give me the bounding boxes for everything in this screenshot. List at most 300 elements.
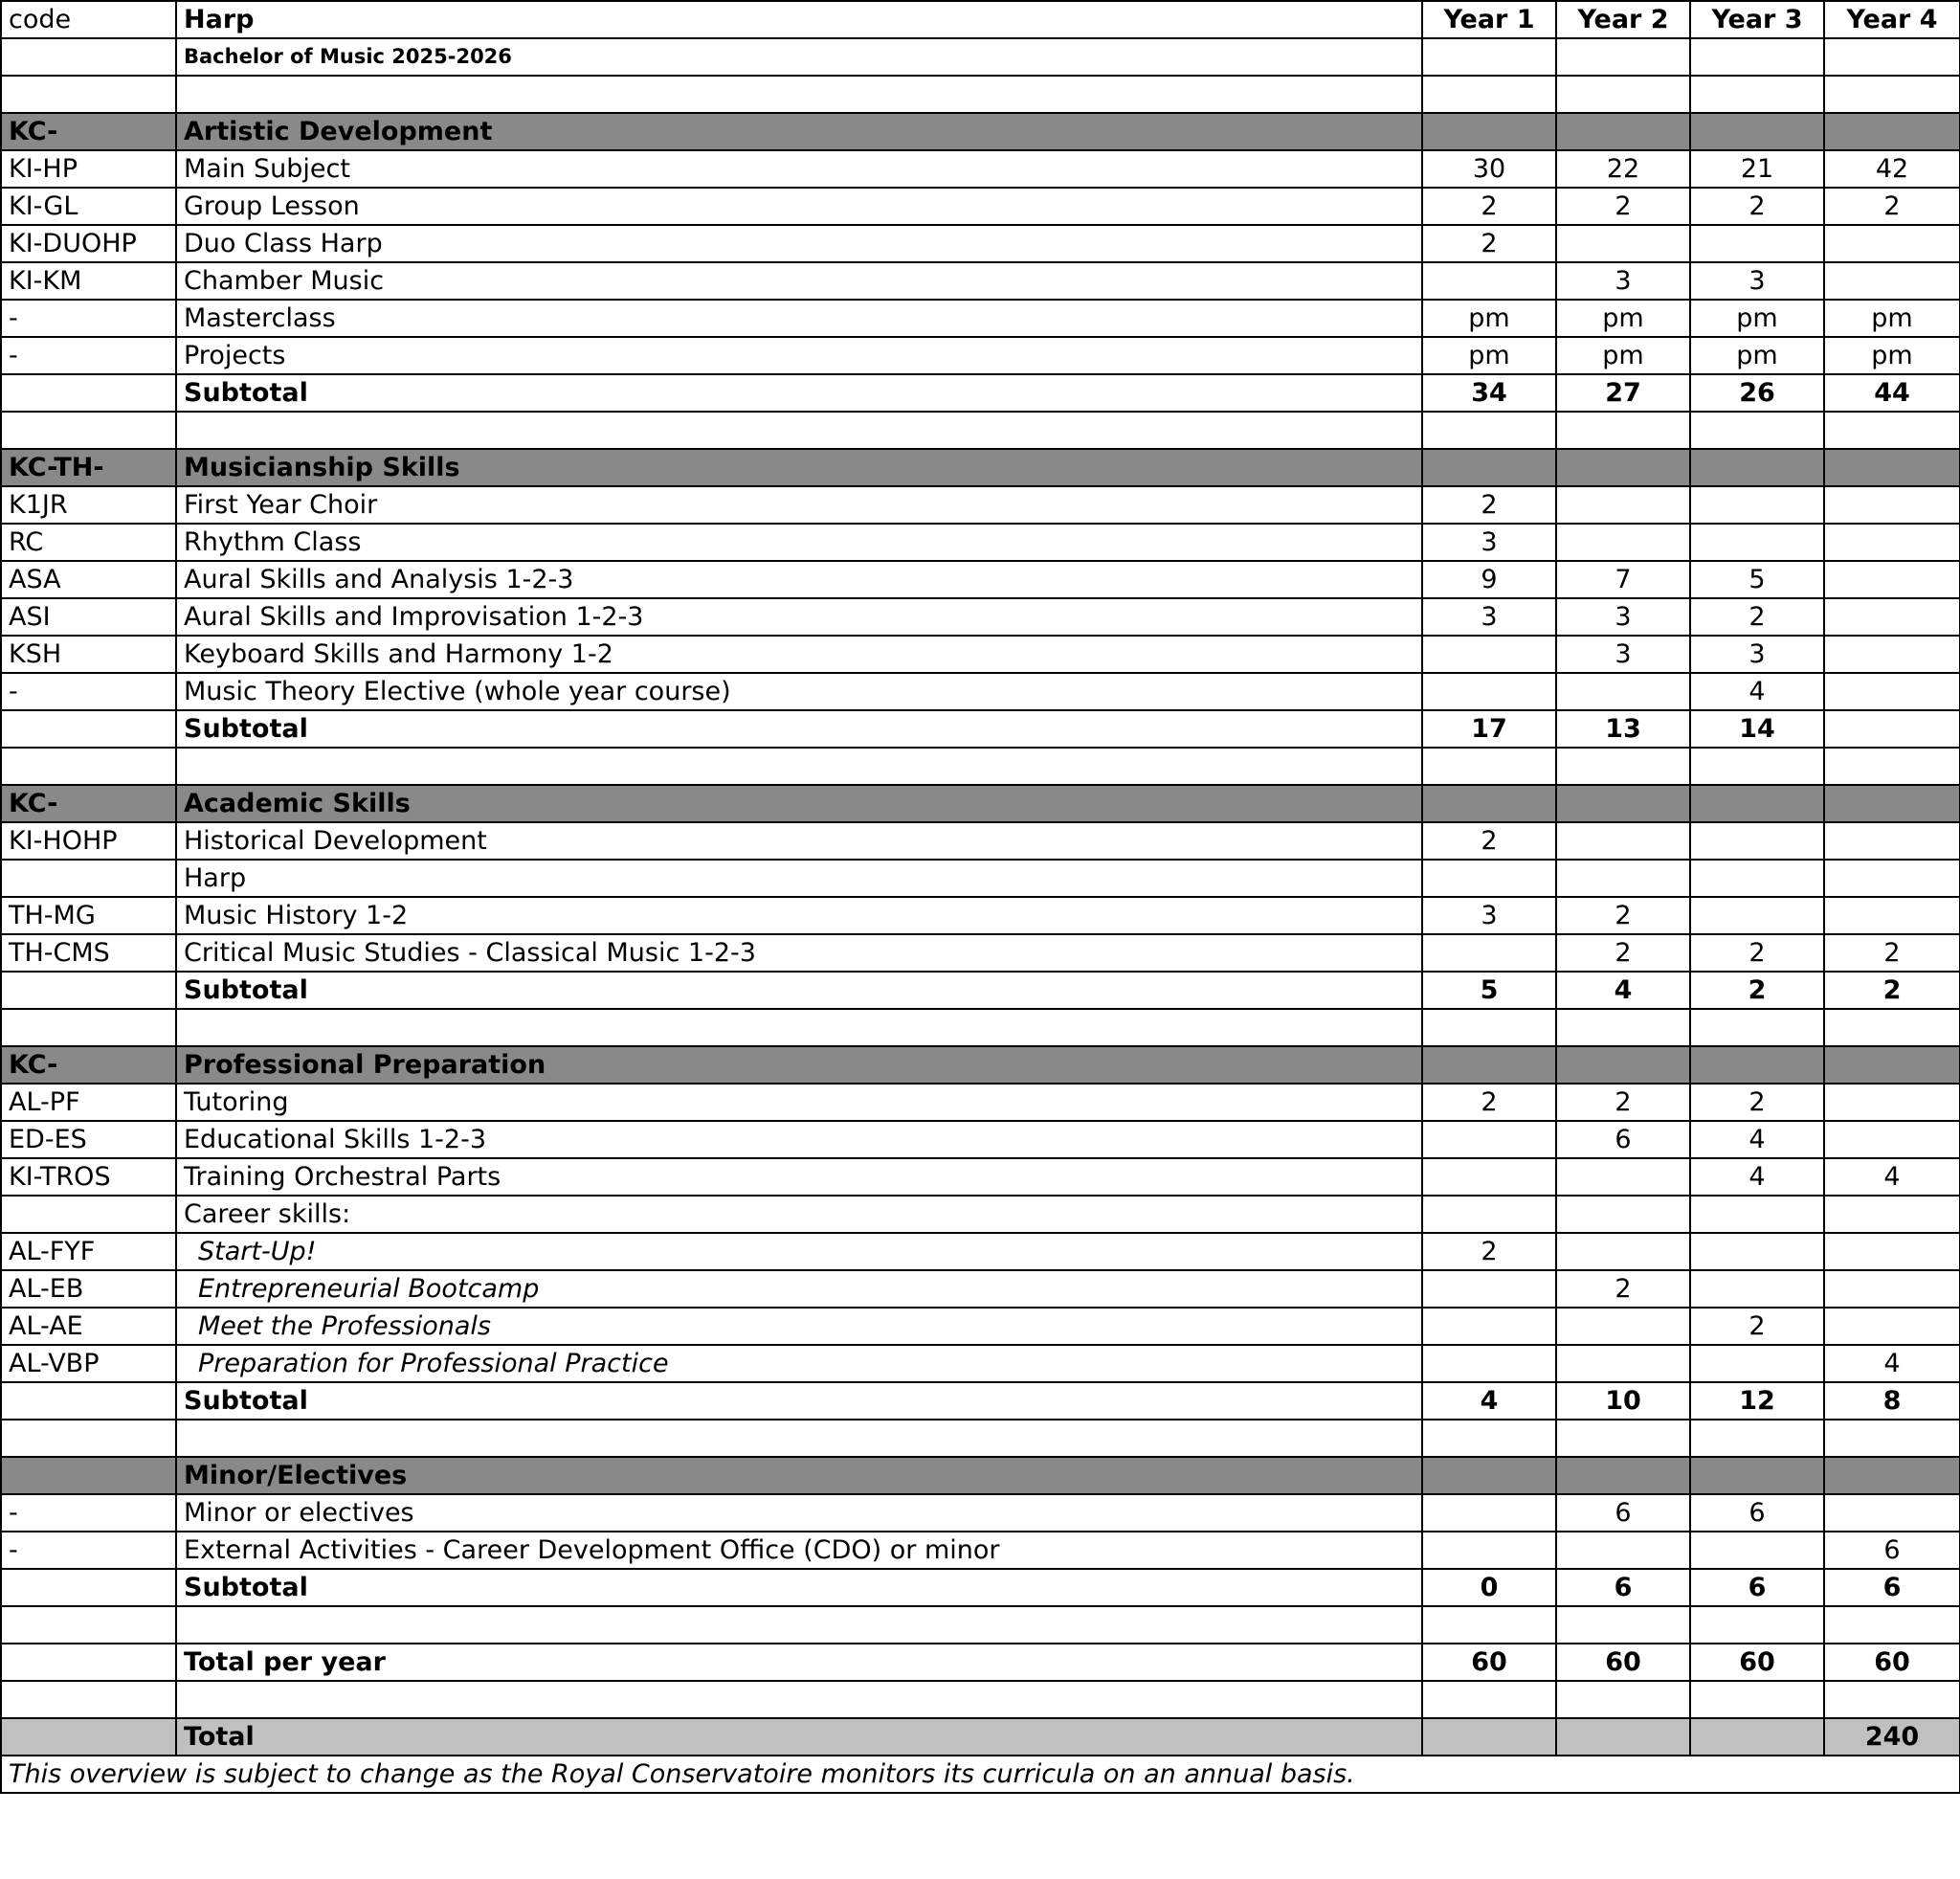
year-2-header: Year 2 <box>1556 1 1690 38</box>
year-4-value: 6 <box>1824 1532 1960 1569</box>
course-name: Chamber Music <box>176 262 1422 300</box>
course-name: External Activities - Career Development Office (CDO) or minor <box>176 1532 1422 1569</box>
year-2-value: 6 <box>1556 1494 1690 1532</box>
course-name: Educational Skills 1-2-3 <box>176 1121 1422 1158</box>
empty-cell <box>1422 1457 1556 1494</box>
year-4-value: 4 <box>1824 1345 1960 1382</box>
year-3-value: 26 <box>1690 374 1824 412</box>
year-4-value <box>1824 822 1960 860</box>
year-1-value <box>1422 1494 1556 1532</box>
year-3-value <box>1690 1532 1824 1569</box>
table-row <box>1 1196 1960 1233</box>
year-3-value: 2 <box>1690 1308 1824 1345</box>
empty-cell <box>1690 1420 1824 1457</box>
table-row <box>1 1121 1960 1158</box>
course-code: - <box>1 673 176 710</box>
year-3-value: 21 <box>1690 150 1824 188</box>
empty-cell <box>1 1009 176 1046</box>
year-4-value <box>1824 561 1960 598</box>
table-row <box>1 673 1960 710</box>
course-name: Minor or electives <box>176 1494 1422 1532</box>
year-2-value: 2 <box>1556 1084 1690 1121</box>
year-4-value: 44 <box>1824 374 1960 412</box>
course-code: TH-CMS <box>1 934 176 972</box>
table-row <box>1 188 1960 225</box>
year-1-value: 3 <box>1422 524 1556 561</box>
table-row <box>1 636 1960 673</box>
empty-cell <box>1690 748 1824 785</box>
year-2-value <box>1556 1158 1690 1196</box>
spacer-row <box>1 1009 1960 1046</box>
year-4-value: 4 <box>1824 1158 1960 1196</box>
course-code: AL-EB <box>1 1270 176 1308</box>
course-code: KI-DUOHP <box>1 225 176 262</box>
subtotal-label: Subtotal <box>176 710 1422 748</box>
empty-cell <box>1 710 176 748</box>
year-2-value: 6 <box>1556 1121 1690 1158</box>
program-title: Harp <box>176 1 1422 38</box>
table-row <box>1 1233 1960 1270</box>
section-title: Academic Skills <box>176 785 1422 822</box>
empty-cell <box>1690 1046 1824 1084</box>
course-code: ED-ES <box>1 1121 176 1158</box>
empty-cell <box>1824 1046 1960 1084</box>
year-3-value: 2 <box>1690 1084 1824 1121</box>
year-1-value: 2 <box>1422 225 1556 262</box>
course-code: AL-AE <box>1 1308 176 1345</box>
year-1-header: Year 1 <box>1422 1 1556 38</box>
empty-cell <box>1422 1681 1556 1718</box>
year-3-value <box>1690 1196 1824 1233</box>
table-row <box>1 524 1960 561</box>
table-row <box>1 225 1960 262</box>
empty-cell <box>1690 1457 1824 1494</box>
year-1-value <box>1422 636 1556 673</box>
empty-cell <box>1556 1718 1690 1756</box>
year-1-value: 2 <box>1422 822 1556 860</box>
course-code: - <box>1 1532 176 1569</box>
year-3-header: Year 3 <box>1690 1 1824 38</box>
section-title: Musicianship Skills <box>176 449 1422 486</box>
year-4-value <box>1824 636 1960 673</box>
year-2-value: 4 <box>1556 972 1690 1009</box>
table-row <box>1 1270 1960 1308</box>
year-3-value <box>1690 897 1824 934</box>
year-2-value: 2 <box>1556 188 1690 225</box>
year-2-value <box>1556 1308 1690 1345</box>
year-4-value: 42 <box>1824 150 1960 188</box>
table-row <box>1 1084 1960 1121</box>
empty-cell <box>1 1644 176 1681</box>
empty-cell <box>1824 113 1960 150</box>
empty-cell <box>1824 1606 1960 1644</box>
year-4-value <box>1824 860 1960 897</box>
year-4-value: 60 <box>1824 1644 1960 1681</box>
year-3-value <box>1690 1233 1824 1270</box>
table-row <box>1 337 1960 374</box>
curriculum-body <box>1 1 1960 1793</box>
subtotal-label: Subtotal <box>176 1569 1422 1606</box>
section-header-row <box>1 449 1960 486</box>
course-code: K1JR <box>1 486 176 524</box>
section-title: Professional Preparation <box>176 1046 1422 1084</box>
year-4-value: 6 <box>1824 1569 1960 1606</box>
table-row <box>1 1494 1960 1532</box>
year-4-value: pm <box>1824 300 1960 337</box>
year-3-value: 4 <box>1690 1158 1824 1196</box>
section-code: KC- <box>1 1046 176 1084</box>
year-1-value <box>1422 1308 1556 1345</box>
year-4-value <box>1824 1308 1960 1345</box>
year-3-value: 12 <box>1690 1382 1824 1420</box>
section-code: KC- <box>1 785 176 822</box>
year-2-value <box>1556 822 1690 860</box>
course-name: Critical Music Studies - Classical Music 1-2-3 <box>176 934 1422 972</box>
year-4-value <box>1824 710 1960 748</box>
footnote: This overview is subject to change as the Royal Conservatoire monitors its curricula on an annual basis. <box>1 1756 1960 1793</box>
subtotal-row <box>1 374 1960 412</box>
spacer-row <box>1 412 1960 449</box>
year-2-value: 22 <box>1556 150 1690 188</box>
empty-cell <box>1824 38 1960 76</box>
empty-cell <box>1556 785 1690 822</box>
year-2-value <box>1556 1233 1690 1270</box>
empty-cell <box>1690 785 1824 822</box>
year-3-value <box>1690 486 1824 524</box>
empty-cell <box>1824 1420 1960 1457</box>
year-4-value <box>1824 225 1960 262</box>
empty-cell <box>1556 38 1690 76</box>
year-1-value <box>1422 673 1556 710</box>
empty-cell <box>1 1606 176 1644</box>
course-code: - <box>1 1494 176 1532</box>
empty-cell <box>1556 1457 1690 1494</box>
empty-cell <box>1824 412 1960 449</box>
course-code: RC <box>1 524 176 561</box>
year-2-value: 27 <box>1556 374 1690 412</box>
year-4-value: 2 <box>1824 934 1960 972</box>
year-1-value: 30 <box>1422 150 1556 188</box>
course-name: Rhythm Class <box>176 524 1422 561</box>
year-2-value <box>1556 1196 1690 1233</box>
course-name: Aural Skills and Analysis 1-2-3 <box>176 561 1422 598</box>
year-3-value: 2 <box>1690 598 1824 636</box>
year-3-value: 4 <box>1690 673 1824 710</box>
course-name: Aural Skills and Improvisation 1-2-3 <box>176 598 1422 636</box>
course-name: Music History 1-2 <box>176 897 1422 934</box>
empty-cell <box>1690 113 1824 150</box>
year-1-value: 60 <box>1422 1644 1556 1681</box>
year-2-value: 7 <box>1556 561 1690 598</box>
spacer-row <box>1 76 1960 113</box>
year-2-value: 10 <box>1556 1382 1690 1420</box>
empty-cell <box>1 972 176 1009</box>
table-row <box>1 486 1960 524</box>
year-4-value <box>1824 262 1960 300</box>
year-4-value <box>1824 897 1960 934</box>
year-3-value <box>1690 524 1824 561</box>
table-row <box>1 150 1960 188</box>
year-2-value: 2 <box>1556 1270 1690 1308</box>
table-row <box>1 1532 1960 1569</box>
year-3-value <box>1690 1270 1824 1308</box>
empty-cell <box>1824 76 1960 113</box>
course-code: KI-GL <box>1 188 176 225</box>
empty-cell <box>1422 1009 1556 1046</box>
year-4-value <box>1824 1196 1960 1233</box>
spacer-row <box>1 748 1960 785</box>
year-2-value <box>1556 486 1690 524</box>
table-row <box>1 300 1960 337</box>
empty-cell <box>1690 1681 1824 1718</box>
year-4-value: 2 <box>1824 188 1960 225</box>
empty-cell <box>176 76 1422 113</box>
subtitle-row <box>1 38 1960 76</box>
year-1-value: 2 <box>1422 188 1556 225</box>
year-4-value <box>1824 673 1960 710</box>
total-row <box>1 1718 1960 1756</box>
course-name: Projects <box>176 337 1422 374</box>
year-4-value <box>1824 1121 1960 1158</box>
year-3-value <box>1690 860 1824 897</box>
course-code: KI-TROS <box>1 1158 176 1196</box>
course-code: TH-MG <box>1 897 176 934</box>
course-code: KSH <box>1 636 176 673</box>
empty-cell <box>1556 412 1690 449</box>
year-1-value: 9 <box>1422 561 1556 598</box>
year-3-value: 3 <box>1690 262 1824 300</box>
year-1-value <box>1422 860 1556 897</box>
section-header-row <box>1 1457 1960 1494</box>
year-4-value <box>1824 1494 1960 1532</box>
empty-cell <box>1556 76 1690 113</box>
course-name: Duo Class Harp <box>176 225 1422 262</box>
section-header-row <box>1 785 1960 822</box>
empty-cell <box>1422 113 1556 150</box>
total-per-year-row <box>1 1644 1960 1681</box>
empty-cell <box>176 1606 1422 1644</box>
empty-cell <box>1556 449 1690 486</box>
empty-cell <box>1556 1606 1690 1644</box>
course-code: - <box>1 337 176 374</box>
subtotal-row <box>1 1569 1960 1606</box>
year-2-value: 3 <box>1556 598 1690 636</box>
year-3-value: pm <box>1690 300 1824 337</box>
course-code: AL-VBP <box>1 1345 176 1382</box>
course-name: Main Subject <box>176 150 1422 188</box>
year-3-value: 5 <box>1690 561 1824 598</box>
empty-cell <box>1690 1606 1824 1644</box>
year-2-value <box>1556 524 1690 561</box>
year-2-value: 13 <box>1556 710 1690 748</box>
empty-cell <box>1 374 176 412</box>
year-3-value: 3 <box>1690 636 1824 673</box>
year-2-value: 60 <box>1556 1644 1690 1681</box>
year-4-value <box>1824 598 1960 636</box>
empty-cell <box>1422 1420 1556 1457</box>
empty-cell <box>176 1420 1422 1457</box>
year-1-value: pm <box>1422 337 1556 374</box>
subtotal-label: Subtotal <box>176 374 1422 412</box>
section-header-row <box>1 113 1960 150</box>
spacer-row <box>1 1681 1960 1718</box>
table-row <box>1 822 1960 860</box>
year-1-value: 4 <box>1422 1382 1556 1420</box>
year-1-value <box>1422 1121 1556 1158</box>
empty-cell <box>1422 449 1556 486</box>
year-3-value <box>1690 1345 1824 1382</box>
year-2-value: 3 <box>1556 636 1690 673</box>
spacer-row <box>1 1420 1960 1457</box>
course-name: Entrepreneurial Bootcamp <box>176 1270 1422 1308</box>
course-name: Tutoring <box>176 1084 1422 1121</box>
year-3-value: 4 <box>1690 1121 1824 1158</box>
subtotal-label: Subtotal <box>176 972 1422 1009</box>
section-code: KC-TH- <box>1 449 176 486</box>
year-2-value <box>1556 860 1690 897</box>
empty-cell <box>1 1569 176 1606</box>
empty-cell <box>1824 748 1960 785</box>
course-code: - <box>1 300 176 337</box>
empty-cell <box>176 748 1422 785</box>
empty-cell <box>1422 785 1556 822</box>
year-1-value <box>1422 1196 1556 1233</box>
year-2-value <box>1556 673 1690 710</box>
year-1-value: 3 <box>1422 897 1556 934</box>
program-subtitle: Bachelor of Music 2025-2026 <box>176 38 1422 76</box>
empty-cell <box>176 1681 1422 1718</box>
course-name: Training Orchestral Parts <box>176 1158 1422 1196</box>
section-header-row <box>1 1046 1960 1084</box>
table-row <box>1 1158 1960 1196</box>
year-1-value: 34 <box>1422 374 1556 412</box>
course-name: Group Lesson <box>176 188 1422 225</box>
course-code: KI-HOHP <box>1 822 176 860</box>
empty-cell <box>1422 76 1556 113</box>
empty-cell <box>1824 449 1960 486</box>
section-title: Artistic Development <box>176 113 1422 150</box>
table-row <box>1 897 1960 934</box>
year-4-value <box>1824 1084 1960 1121</box>
empty-cell <box>1690 1718 1824 1756</box>
year-1-value <box>1422 1345 1556 1382</box>
empty-cell <box>1 1718 176 1756</box>
year-3-value: 6 <box>1690 1494 1824 1532</box>
empty-cell <box>1556 113 1690 150</box>
empty-cell <box>1 1681 176 1718</box>
empty-cell <box>176 412 1422 449</box>
course-code: AL-PF <box>1 1084 176 1121</box>
year-1-value: pm <box>1422 300 1556 337</box>
year-4-value <box>1824 486 1960 524</box>
empty-cell <box>1556 1046 1690 1084</box>
table-row <box>1 561 1960 598</box>
year-4-header: Year 4 <box>1824 1 1960 38</box>
empty-cell <box>1422 38 1556 76</box>
empty-cell <box>1 76 176 113</box>
section-title: Minor/Electives <box>176 1457 1422 1494</box>
empty-cell <box>1690 76 1824 113</box>
year-3-value <box>1690 822 1824 860</box>
empty-cell <box>1690 38 1824 76</box>
empty-cell <box>1556 748 1690 785</box>
empty-cell <box>1422 412 1556 449</box>
course-name: Preparation for Professional Practice <box>176 1345 1422 1382</box>
year-1-value: 3 <box>1422 598 1556 636</box>
table-row <box>1 1308 1960 1345</box>
empty-cell <box>1556 1681 1690 1718</box>
year-4-value <box>1824 1270 1960 1308</box>
year-2-value: pm <box>1556 300 1690 337</box>
year-2-value: 3 <box>1556 262 1690 300</box>
course-name: Harp <box>176 860 1422 897</box>
empty-cell <box>1690 449 1824 486</box>
course-name: Music Theory Elective (whole year course) <box>176 673 1422 710</box>
year-1-value <box>1422 1158 1556 1196</box>
course-name: Meet the Professionals <box>176 1308 1422 1345</box>
empty-cell <box>1422 1046 1556 1084</box>
course-name: Masterclass <box>176 300 1422 337</box>
empty-cell <box>1422 1606 1556 1644</box>
empty-cell <box>1824 1457 1960 1494</box>
year-4-value <box>1824 1233 1960 1270</box>
year-2-value: 2 <box>1556 934 1690 972</box>
empty-cell <box>1690 1009 1824 1046</box>
course-name: Career skills: <box>176 1196 1422 1233</box>
section-code <box>1 1457 176 1494</box>
course-code: ASA <box>1 561 176 598</box>
empty-cell <box>1 1382 176 1420</box>
course-code: ASI <box>1 598 176 636</box>
year-1-value: 17 <box>1422 710 1556 748</box>
year-1-value: 5 <box>1422 972 1556 1009</box>
subtotal-label: Subtotal <box>176 1382 1422 1420</box>
year-4-value: 2 <box>1824 972 1960 1009</box>
year-1-value: 2 <box>1422 1084 1556 1121</box>
year-3-value: 14 <box>1690 710 1824 748</box>
year-2-value <box>1556 225 1690 262</box>
course-code: KI-KM <box>1 262 176 300</box>
year-2-value <box>1556 1532 1690 1569</box>
total-label: Total <box>176 1718 1422 1756</box>
empty-cell <box>1422 1718 1556 1756</box>
year-3-value: 2 <box>1690 934 1824 972</box>
table-row <box>1 1345 1960 1382</box>
spacer-row <box>1 1606 1960 1644</box>
year-3-value: 60 <box>1690 1644 1824 1681</box>
year-1-value: 2 <box>1422 486 1556 524</box>
empty-cell <box>1 748 176 785</box>
year-3-value <box>1690 225 1824 262</box>
empty-cell <box>1422 748 1556 785</box>
table-row <box>1 262 1960 300</box>
year-2-value <box>1556 1345 1690 1382</box>
year-2-value: 2 <box>1556 897 1690 934</box>
year-3-value: 2 <box>1690 188 1824 225</box>
empty-cell <box>1 412 176 449</box>
empty-cell <box>1824 1009 1960 1046</box>
empty-cell <box>1556 1420 1690 1457</box>
empty-cell <box>1556 1009 1690 1046</box>
year-4-value: 8 <box>1824 1382 1960 1420</box>
year-1-value: 2 <box>1422 1233 1556 1270</box>
subtotal-row <box>1 1382 1960 1420</box>
year-1-value <box>1422 262 1556 300</box>
course-code: KI-HP <box>1 150 176 188</box>
empty-cell <box>1 1420 176 1457</box>
total-value: 240 <box>1824 1718 1960 1756</box>
course-name: First Year Choir <box>176 486 1422 524</box>
